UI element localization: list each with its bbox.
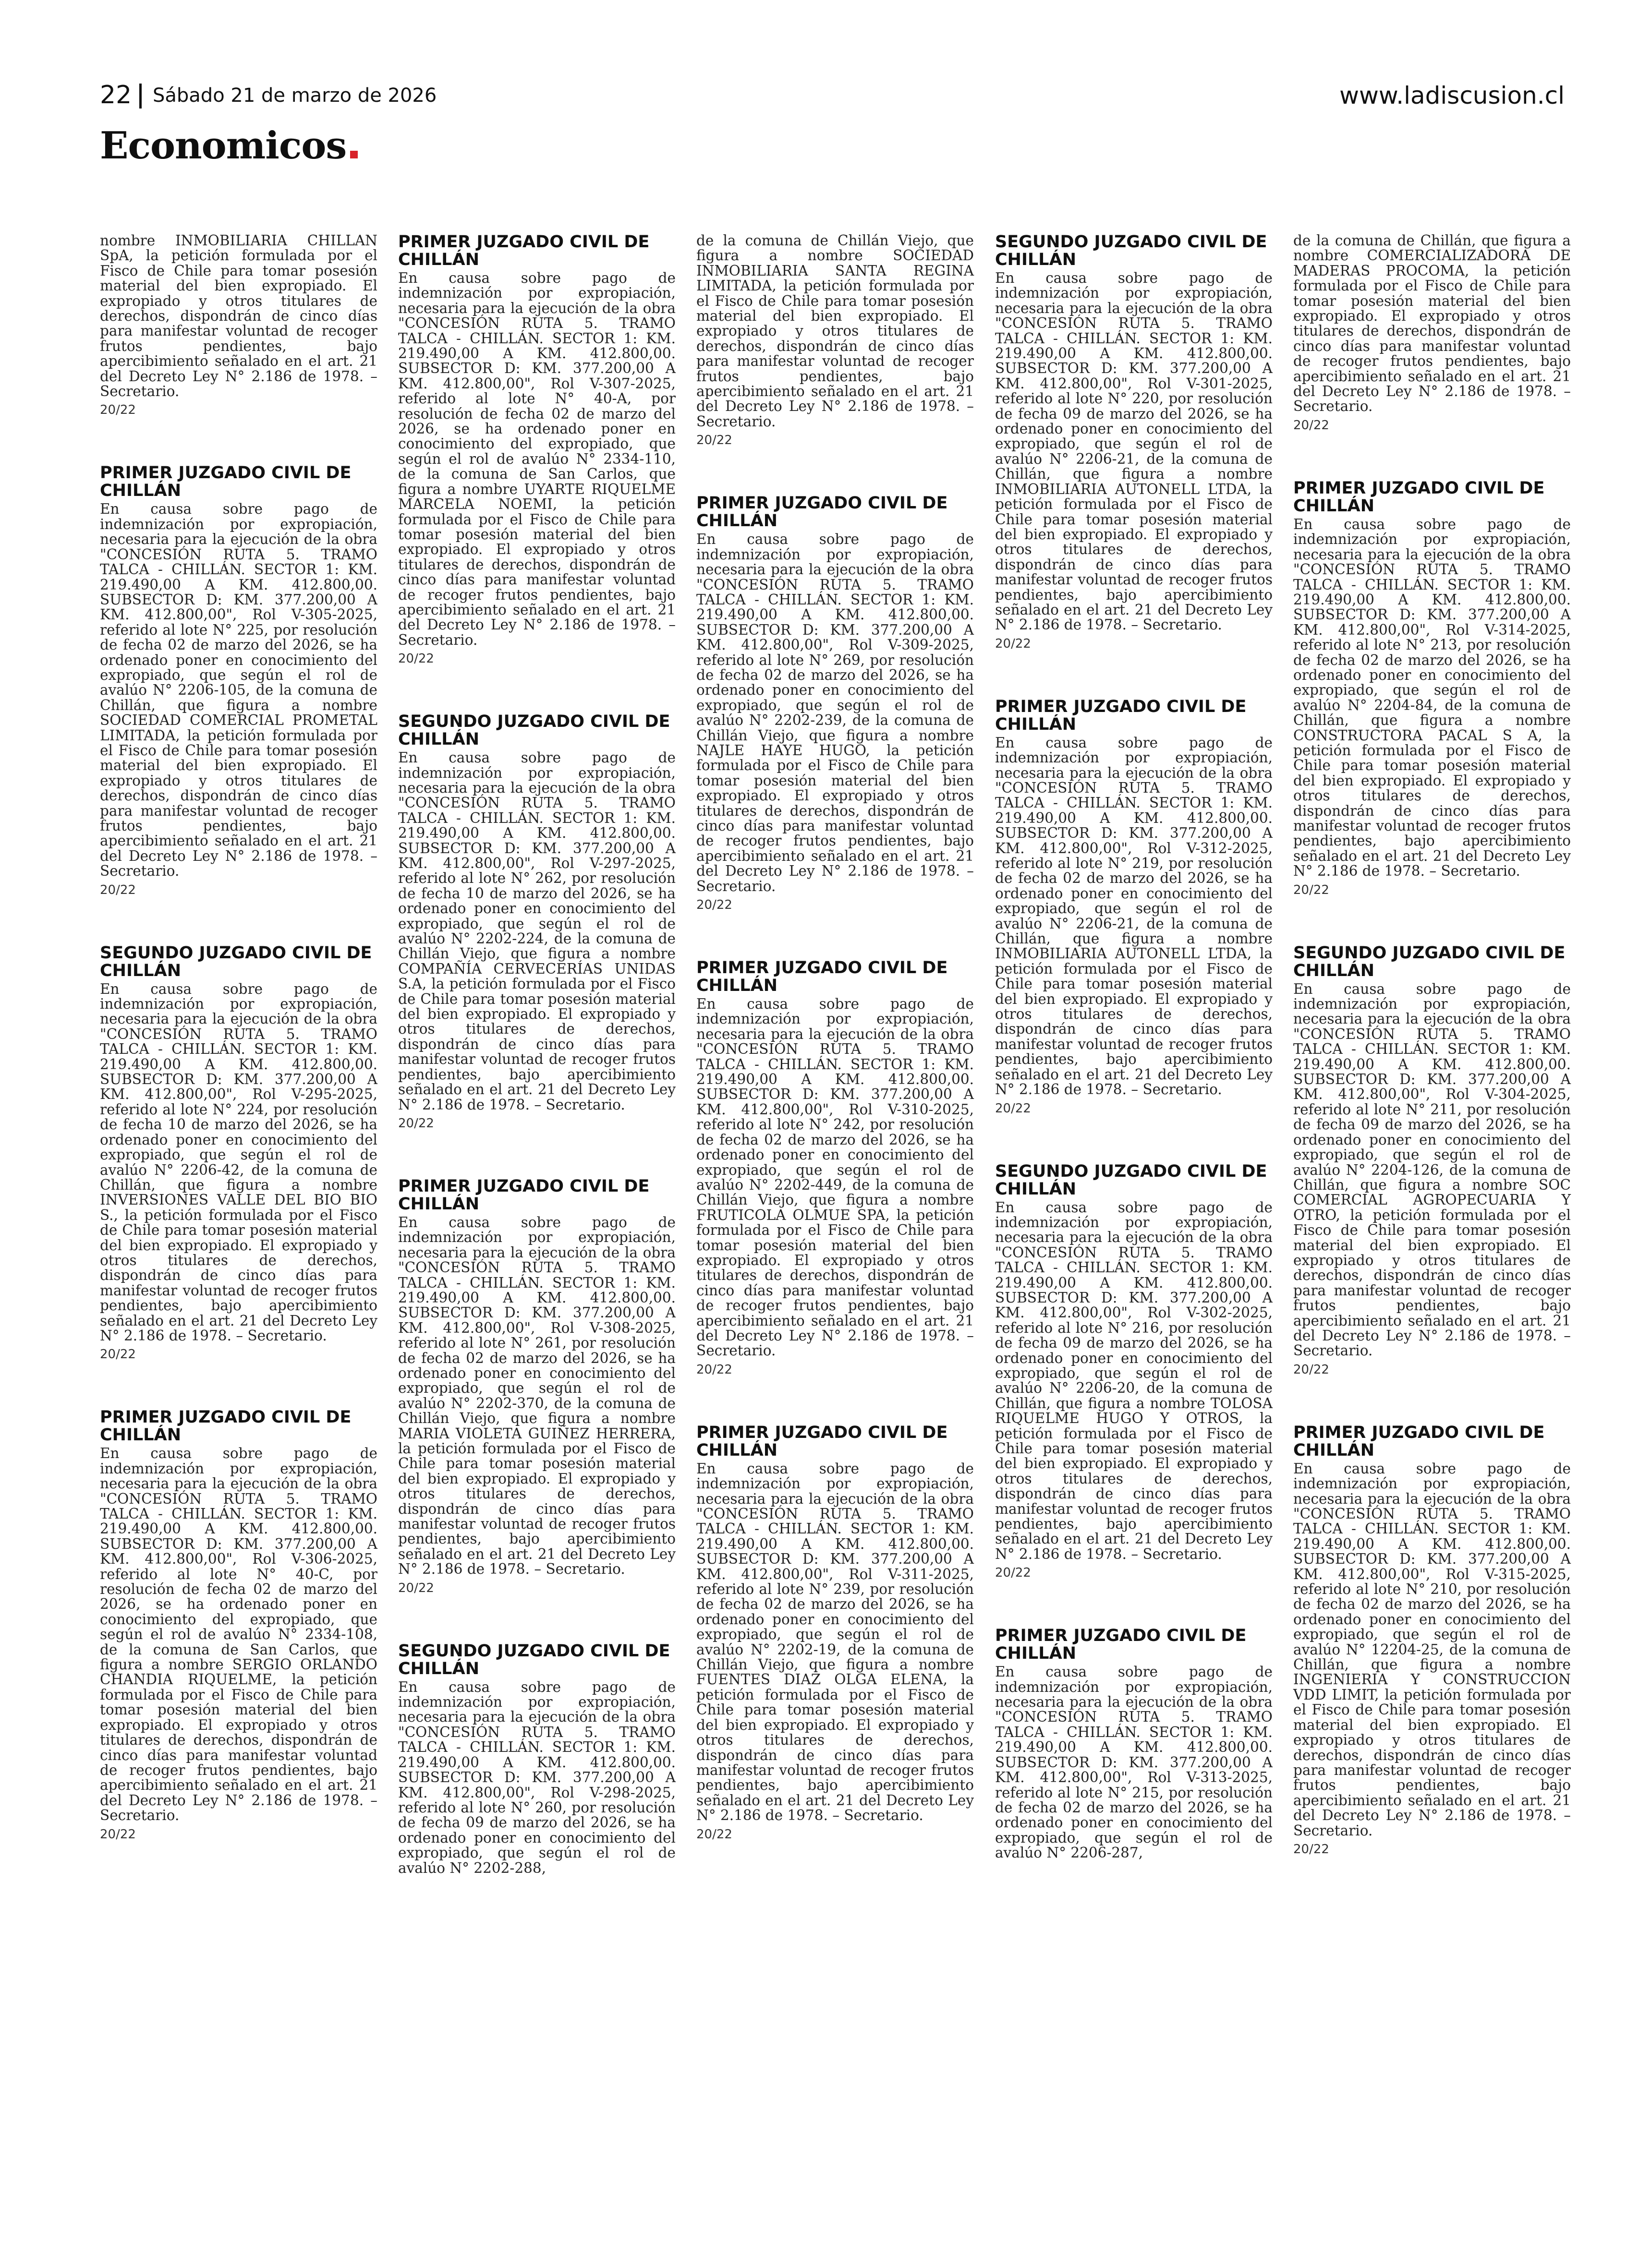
notice-code: 20/22 (398, 651, 434, 666)
notice-code: 20/22 (1293, 418, 1329, 433)
notice-code: 20/22 (100, 1347, 136, 1362)
notice-body: En causa sobre pago de indemnización por expropiación, necesaria para la ejecución de la obra "CONCESIÓN RUTA 5. TRAMO TALCA - CHILLÁN. SECTOR 1: KM. 219.490,00 A KM. 412.800,00. SUBSECTOR D: KM. 377.200,00 A KM. 412.800,00", Rol V-306-2025, referido al lote N° 40-C, por resolución de fecha 02 de marzo del 2026, se ha ordenado poner en conocimiento del expropiado, que según el rol de avalúo N° 2334-108, de la comuna de San Carlos, que figura a nombre SERGIO ORLANDO CHANDIA RIQUELME, la petición formulada por el Fisco de Chile para tomar posesión material del bien expropiado. El expropiado y otros titulares de derechos, dispondrán de cinco días para manifestar voluntad de recoger frutos pendientes, bajo apercibimiento señalado en el art. 21 del Decreto Ley N° 2.186 de 1978. – Secretario. (100, 1445, 377, 1824)
notice-court-heading: PRIMER JUZGADO CIVIL DE CHILLÁN (1293, 1423, 1545, 1460)
notice-court-heading: PRIMER JUZGADO CIVIL DE CHILLÁN (696, 958, 948, 996)
legal-notice (696, 1424, 974, 1843)
notice-body: de la comuna de Chillán Viejo, que figura a nombre SOCIEDAD INMOBILIARIA SANTA REGINA LIMITADA, la petición formulada por el Fisco de Chile para tomar posesión material del bien expropiado. El expropiado y otros titulares de derechos, dispondrán de cinco días para manifestar voluntad de recoger frutos pendientes, bajo apercibimiento señalado en el art. 21 del Decreto Ley N° 2.186 de 1978. – Secretario. (696, 232, 974, 430)
notice-court-heading: SEGUNDO JUZGADO CIVIL DE CHILLÁN (398, 712, 670, 749)
notice-code: 20/22 (995, 1101, 1031, 1116)
section-title (100, 124, 358, 168)
notice-code: 20/22 (995, 1566, 1031, 1580)
notice-body: nombre INMOBILIARIA CHILLAN SpA, la petición formulada por el Fisco de Chile para tomar posesión material del bien expropiado. El expropiado y otros titulares de derechos, dispondrán de cinco días para manifestar voluntad de recoger frutos pendientes, bajo apercibimiento señalado en el art. 21 del Decreto Ley N° 2.186 de 1978. – Secretario. (100, 232, 377, 400)
header-separator (139, 84, 142, 109)
notice-body: En causa sobre pago de indemnización por expropiación, necesaria para la ejecución de la obra "CONCESIÓN RUTA 5. TRAMO TALCA - CHILLÁN. SECTOR 1: KM. 219.490,00 A KM. 412.800,00. SUBSECTOR D: KM. 377.200,00 A KM. 412.800,00", Rol V-312-2025, referido al lote N° 219, por resolución de fecha 02 de marzo del 2026, se ha ordenado poner en conocimiento del expropiado, que según el rol de avalúo N° 2206-21, de la comuna de Chillán, que figura a nombre INMOBILIARIA AUTONELL LTDA, la petición formulada por el Fisco de Chile para tomar posesión material del bien expropiado. El expropiado y otros titulares de derechos, dispondrán de cinco días para manifestar voluntad de recoger frutos pendientes, bajo apercibimiento señalado en el art. 21 del Decreto Ley N° 2.186 de 1978. – Secretario. (995, 734, 1273, 1098)
legal-notice (1293, 1424, 1571, 1858)
notice-body: En causa sobre pago de indemnización por expropiación, necesaria para la ejecución de la obra "CONCESIÓN RUTA 5. TRAMO TALCA - CHILLÁN. SECTOR 1: KM. 219.490,00 A KM. 412.800,00. SUBSECTOR D: KM. 377.200,00 A KM. 412.800,00", Rol V-310-2025, referido al lote N° 242, por resolución de fecha 02 de marzo del 2026, se ha ordenado poner en conocimiento del expropiado, que según el rol de avalúo N° 2202-449, de la comuna de Chillán Viejo, que figura a nombre FRUTICOLA OLMUE SPA, la petición formulada por el Fisco de Chile para tomar posesión material del bien expropiado. El expropiado y otros titulares de derechos, dispondrán de cinco días para manifestar voluntad de recoger frutos pendientes, bajo apercibimiento señalado en el art. 21 del Decreto Ley N° 2.186 de 1978. – Secretario. (696, 996, 974, 1359)
notice-body: En causa sobre pago de indemnización por expropiación, necesaria para la ejecución de la obra "CONCESIÓN RUTA 5. TRAMO TALCA - CHILLÁN. SECTOR 1: KM. 219.490,00 A KM. 412.800,00. SUBSECTOR D: KM. 377.200,00 A KM. 412.800,00", Rol V-297-2025, referido al lote N° 262, por resolución de fecha 10 de marzo del 2026, se ha ordenado poner en conocimiento del expropiado, que según el rol de avalúo N° 2202-224, de la comuna de Chillán Viejo, que figura a nombre COMPAÑÍA CERVECERÍAS UNIDAS S.A, la petición formulada por el Fisco de Chile para tomar posesión material del bien expropiado. El expropiado y otros titulares de derechos, dispondrán de cinco días para manifestar voluntad de recoger frutos pendientes, bajo apercibimiento señalado en el art. 21 del Decreto Ley N° 2.186 de 1978. – Secretario. (398, 749, 676, 1113)
notice-court-heading: PRIMER JUZGADO CIVIL DE CHILLÁN (995, 697, 1247, 734)
legal-notice (398, 1178, 676, 1596)
issue-date: Sábado 21 de marzo de 2026 (153, 84, 437, 107)
legal-notice (100, 233, 377, 418)
notice-court-heading: SEGUNDO JUZGADO CIVIL DE CHILLÁN (995, 232, 1267, 269)
legal-notice (1293, 944, 1571, 1378)
notice-court-heading: PRIMER JUZGADO CIVIL DE CHILLÁN (398, 232, 650, 269)
notice-body: En causa sobre pago de indemnización por expropiación, necesaria para la ejecución de la obra "CONCESIÓN RUTA 5. TRAMO TALCA - CHILLÁN. SECTOR 1: KM. 219.490,00 A KM. 412.800,00. SUBSECTOR D: KM. 377.200,00 A KM. 412.800,00", Rol V-313-2025, referido al lote N° 215, por resolución de fecha 02 de marzo del 2026, se ha ordenado poner en conocimiento del expropiado, que según el rol de avalúo N° 2206-287, (995, 1664, 1273, 1861)
page-number: 22 (100, 81, 132, 109)
notice-body: En causa sobre pago de indemnización por expropiación, necesaria para la ejecución de la obra "CONCESIÓN RUTA 5. TRAMO TALCA - CHILLÁN. SECTOR 1: KM. 219.490,00 A KM. 412.800,00. SUBSECTOR D: KM. 377.200,00 A KM. 412.800,00", Rol V-315-2025, referido al lote N° 210, por resolución de fecha 02 de marzo del 2026, se ha ordenado poner en conocimiento del expropiado, que según el rol de avalúo N° 12204-25, de la comuna de Chillán, que figura a nombre INGENIERIA Y CONSTRUCCION VDD LIMIT, la petición formulada por el Fisco de Chile para tomar posesión material del bien expropiado. El expropiado y otros titulares de derechos, dispondrán de cinco días para manifestar voluntad de recoger frutos pendientes, bajo apercibimiento señalado en el art. 21 del Decreto Ley N° 2.186 de 1978. – Secretario. (1293, 1460, 1571, 1839)
notice-column (398, 233, 676, 1922)
notice-body: En causa sobre pago de indemnización por expropiación, necesaria para la ejecución de la obra "CONCESIÓN RUTA 5. TRAMO TALCA - CHILLÁN. SECTOR 1: KM. 219.490,00 A KM. 412.800,00. SUBSECTOR D: KM. 377.200,00 A KM. 412.800,00", Rol V-305-2025, referido al lote N° 225, por resolución de fecha 02 de marzo del 2026, se ha ordenado poner en conocimiento del expropiado, que según el rol de avalúo N° 2206-105, de la comuna de Chillán, que figura a nombre SOCIEDAD COMERCIAL PROMETAL LIMITADA, la petición formulada por el Fisco de Chile para tomar posesión material del bien expropiado. El expropiado y otros titulares de derechos, dispondrán de cinco días para manifestar voluntad de recoger frutos pendientes, bajo apercibimiento señalado en el art. 21 del Decreto Ley N° 2.186 de 1978. – Secretario. (100, 501, 377, 880)
notice-body: En causa sobre pago de indemnización por expropiación, necesaria para la ejecución de la obra "CONCESIÓN RUTA 5. TRAMO TALCA - CHILLÁN. SECTOR 1: KM. 219.490,00 A KM. 412.800,00. SUBSECTOR D: KM. 377.200,00 A KM. 412.800,00", Rol V-295-2025, referido al lote N° 224, por resolución de fecha 10 de marzo del 2026, se ha ordenado poner en conocimiento del expropiado, que según el rol de avalúo N° 2206-42, de la comuna de Chillán, que figura a nombre INVERSIONES VALLE DEL BIO BIO S., la petición formulada por el Fisco de Chile para tomar posesión material del bien expropiado. El expropiado y otros titulares de derechos, dispondrán de cinco días para manifestar voluntad de recoger frutos pendientes, bajo apercibimiento señalado en el art. 21 del Decreto Ley N° 2.186 de 1978. – Secretario. (100, 980, 377, 1344)
notice-code: 20/22 (1293, 1362, 1329, 1377)
legal-notice (1293, 233, 1571, 434)
legal-notice (100, 464, 377, 898)
notice-court-heading: SEGUNDO JUZGADO CIVIL DE CHILLÁN (398, 1641, 670, 1678)
notice-column (995, 233, 1273, 1907)
notice-body: En causa sobre pago de indemnización por expropiación, necesaria para la ejecución de la obra "CONCESIÓN RUTA 5. TRAMO TALCA - CHILLÁN. SECTOR 1: KM. 219.490,00 A KM. 412.800,00. SUBSECTOR D: KM. 377.200,00 A KM. 412.800,00", Rol V-314-2025, referido al lote N° 213, por resolución de fecha 02 de marzo del 2026, se ha ordenado poner en conocimiento del expropiado, que según el rol de avalúo N° 2204-84, de la comuna de Chillán, que figura a nombre CONSTRUCTORA PACAL S A, la petición formulada por el Fisco de Chile para tomar posesión material del bien expropiado. El expropiado y otros titulares de derechos, dispondrán de cinco días para manifestar voluntad de recoger frutos pendientes, bajo apercibimiento señalado en el art. 21 del Decreto Ley N° 2.186 de 1978. – Secretario. (1293, 516, 1571, 880)
notice-court-heading: SEGUNDO JUZGADO CIVIL DE CHILLÁN (100, 943, 372, 980)
notice-code: 20/22 (398, 1116, 434, 1131)
legal-notice (100, 1409, 377, 1842)
notice-court-heading: PRIMER JUZGADO CIVIL DE CHILLÁN (696, 1423, 948, 1460)
legal-notice (100, 944, 377, 1363)
legal-notice (398, 233, 676, 667)
notice-body: En causa sobre pago de indemnización por expropiación, necesaria para la ejecución de la obra "CONCESIÓN RUTA 5. TRAMO TALCA - CHILLÁN. SECTOR 1: KM. 219.490,00 A KM. 412.800,00. SUBSECTOR D: KM. 377.200,00 A KM. 412.800,00", Rol V-307-2025, referido al lote N° 40-A, por resolución de fecha 02 de marzo del 2026, se ha ordenado poner en conocimiento del expropiado, que según el rol de avalúo N° 2334-110, de la comuna de San Carlos, que figura a nombre UYARTE RIQUELME MARCELA NOEMI, la petición formulada por el Fisco de Chile para tomar posesión material del bien expropiado. El expropiado y otros titulares de derechos, dispondrán de cinco días para manifestar voluntad de recoger frutos pendientes, bajo apercibimiento señalado en el art. 21 del Decreto Ley N° 2.186 de 1978. – Secretario. (398, 270, 676, 648)
notice-body: En causa sobre pago de indemnización por expropiación, necesaria para la ejecución de la obra "CONCESIÓN RUTA 5. TRAMO TALCA - CHILLÁN. SECTOR 1: KM. 219.490,00 A KM. 412.800,00. SUBSECTOR D: KM. 377.200,00 A KM. 412.800,00", Rol V-304-2025, referido al lote N° 211, por resolución de fecha 09 de marzo del 2026, se ha ordenado poner en conocimiento del expropiado, que según el rol de avalúo N° 2204-126, de la comuna de Chillán, que figura a nombre SOC COMERCIAL AGROPECUARIA Y OTRO, la petición formulada por el Fisco de Chile para tomar posesión material del bien expropiado. El expropiado y otros titulares de derechos, dispondrán de cinco días para manifestar voluntad de recoger frutos pendientes, bajo apercibimiento señalado en el art. 21 del Decreto Ley N° 2.186 de 1978. – Secretario. (1293, 980, 1571, 1359)
notice-code: 20/22 (696, 1827, 732, 1842)
notice-court-heading: PRIMER JUZGADO CIVIL DE CHILLÁN (696, 494, 948, 531)
notice-code: 20/22 (100, 403, 136, 418)
legal-notice (995, 233, 1273, 652)
page-header (100, 76, 1565, 119)
notice-body: de la comuna de Chillán, que figura a nombre COMERCIALIZADORA DE MADERAS PROCOMA, la petición formulada por el Fisco de Chile para tomar posesión material del bien expropiado. El expropiado y otros titulares de derechos, dispondrán de cinco días para manifestar voluntad de recoger frutos pendientes, bajo apercibimiento señalado en el art. 21 del Decreto Ley N° 2.186 de 1978. – Secretario. (1293, 232, 1571, 415)
notice-column (1293, 233, 1571, 1904)
notice-code: 20/22 (100, 882, 136, 897)
legal-notice (696, 495, 974, 913)
notice-code: 20/22 (995, 636, 1031, 651)
notice-column (100, 233, 377, 1889)
legal-notice (1293, 480, 1571, 898)
legal-notice (995, 698, 1273, 1117)
notice-body: En causa sobre pago de indemnización por expropiación, necesaria para la ejecución de la obra "CONCESIÓN RUTA 5. TRAMO TALCA - CHILLÁN. SECTOR 1: KM. 219.490,00 A KM. 412.800,00. SUBSECTOR D: KM. 377.200,00 A KM. 412.800,00", Rol V-298-2025, referido al lote N° 260, por resolución de fecha 09 de marzo del 2026, se ha ordenado poner en conocimiento del expropiado, que según el rol de avalúo N° 2202-288, (398, 1678, 676, 1876)
legal-notice (398, 1642, 676, 1876)
notice-court-heading: PRIMER JUZGADO CIVIL DE CHILLÁN (1293, 478, 1545, 516)
notice-body: En causa sobre pago de indemnización por expropiación, necesaria para la ejecución de la obra "CONCESIÓN RUTA 5. TRAMO TALCA - CHILLÁN. SECTOR 1: KM. 219.490,00 A KM. 412.800,00. SUBSECTOR D: KM. 377.200,00 A KM. 412.800,00", Rol V-301-2025, referido al lote N° 220, por resolución de fecha 09 de marzo del 2026, se ha ordenado poner en conocimiento del expropiado, que según el rol de avalúo N° 2206-21, de la comuna de Chillán, que figura a nombre INMOBILIARIA AUTONELL LTDA, la petición formulada por el Fisco de Chile para tomar posesión material del bien expropiado. El expropiado y otros titulares de derechos, dispondrán de cinco días para manifestar voluntad de recoger frutos pendientes, bajo apercibimiento señalado en el art. 21 del Decreto Ley N° 2.186 de 1978. – Secretario. (995, 270, 1273, 633)
notice-code: 20/22 (696, 898, 732, 913)
section-accent-dot (350, 151, 358, 158)
legal-notice (995, 1627, 1273, 1860)
notice-code: 20/22 (398, 1580, 434, 1595)
notice-court-heading: PRIMER JUZGADO CIVIL DE CHILLÁN (100, 463, 352, 501)
notice-column (696, 233, 974, 1889)
notice-court-heading: SEGUNDO JUZGADO CIVIL DE CHILLÁN (995, 1161, 1267, 1199)
section-title-text: Economicos (100, 124, 347, 168)
legal-notice (696, 959, 974, 1378)
notice-court-heading: PRIMER JUZGADO CIVIL DE CHILLÁN (995, 1626, 1247, 1664)
notice-body: En causa sobre pago de indemnización por expropiación, necesaria para la ejecución de la obra "CONCESIÓN RUTA 5. TRAMO TALCA - CHILLÁN. SECTOR 1: KM. 219.490,00 A KM. 412.800,00. SUBSECTOR D: KM. 377.200,00 A KM. 412.800,00", Rol V-309-2025, referido al lote N° 269, por resolución de fecha 02 de marzo del 2026, se ha ordenado poner en conocimiento del expropiado, que según el rol de avalúo N° 2202-239, de la comuna de Chillán Viejo, que figura a nombre NAJLE HAYE HUGO, la petición formulada por el Fisco de Chile para tomar posesión material del bien expropiado. El expropiado y otros titulares de derechos, dispondrán de cinco días para manifestar voluntad de recoger frutos pendientes, bajo apercibimiento señalado en el art. 21 del Decreto Ley N° 2.186 de 1978. – Secretario. (696, 531, 974, 894)
legal-notice (696, 233, 974, 448)
notice-body: En causa sobre pago de indemnización por expropiación, necesaria para la ejecución de la obra "CONCESIÓN RUTA 5. TRAMO TALCA - CHILLÁN. SECTOR 1: KM. 219.490,00 A KM. 412.800,00. SUBSECTOR D: KM. 377.200,00 A KM. 412.800,00", Rol V-308-2025, referido al lote N° 261, por resolución de fecha 02 de marzo del 2026, se ha ordenado poner en conocimiento del expropiado, que según el rol de avalúo N° 2202-370, de la comuna de Chillán Viejo, que figura a nombre MARIA VIOLETA GUIÑEZ HERRERA, la petición formulada por el Fisco de Chile para tomar posesión material del bien expropiado. El expropiado y otros titulares de derechos, dispondrán de cinco días para manifestar voluntad de recoger frutos pendientes, bajo apercibimiento señalado en el art. 21 del Decreto Ley N° 2.186 de 1978. – Secretario. (398, 1214, 676, 1578)
notice-code: 20/22 (1293, 1842, 1329, 1857)
notice-code: 20/22 (696, 1362, 732, 1377)
notice-code: 20/22 (100, 1827, 136, 1842)
notice-court-heading: PRIMER JUZGADO CIVIL DE CHILLÁN (100, 1408, 352, 1445)
website-link[interactable]: www.ladiscusion.cl (1339, 82, 1565, 109)
notice-body: En causa sobre pago de indemnización por expropiación, necesaria para la ejecución de la obra "CONCESIÓN RUTA 5. TRAMO TALCA - CHILLÁN. SECTOR 1: KM. 219.490,00 A KM. 412.800,00. SUBSECTOR D: KM. 377.200,00 A KM. 412.800,00", Rol V-311-2025, referido al lote N° 239, por resolución de fecha 02 de marzo del 2026, se ha ordenado poner en conocimiento del expropiado, que según el rol de avalúo N° 2202-19, de la comuna de Chillán Viejo, que figura a nombre FUENTES DIAZ OLGA ELENA, la petición formulada por el Fisco de Chile para tomar posesión material del bien expropiado. El expropiado y otros titulares de derechos, dispondrán de cinco días para manifestar voluntad de recoger frutos pendientes, bajo apercibimiento señalado en el art. 21 del Decreto Ley N° 2.186 de 1978. – Secretario. (696, 1460, 974, 1824)
legal-notice (995, 1163, 1273, 1581)
notice-body: En causa sobre pago de indemnización por expropiación, necesaria para la ejecución de la obra "CONCESIÓN RUTA 5. TRAMO TALCA - CHILLÁN. SECTOR 1: KM. 219.490,00 A KM. 412.800,00. SUBSECTOR D: KM. 377.200,00 A KM. 412.800,00", Rol V-302-2025, referido al lote N° 216, por resolución de fecha 09 de marzo del 2026, se ha ordenado poner en conocimiento del expropiado, que según el rol de avalúo N° 2206-20, de la comuna de Chillán, que figura a nombre TOLOSA RIQUELME HUGO Y OTROS, la petición formulada por el Fisco de Chile para tomar posesión material del bien expropiado. El expropiado y otros titulares de derechos, dispondrán de cinco días para manifestar voluntad de recoger frutos pendientes, bajo apercibimiento señalado en el art. 21 del Decreto Ley N° 2.186 de 1978. – Secretario. (995, 1199, 1273, 1562)
notice-code: 20/22 (1293, 882, 1329, 897)
notice-court-heading: PRIMER JUZGADO CIVIL DE CHILLÁN (398, 1176, 650, 1214)
legal-notice (398, 713, 676, 1132)
notice-court-heading: SEGUNDO JUZGADO CIVIL DE CHILLÁN (1293, 943, 1566, 980)
notice-code: 20/22 (696, 433, 732, 448)
